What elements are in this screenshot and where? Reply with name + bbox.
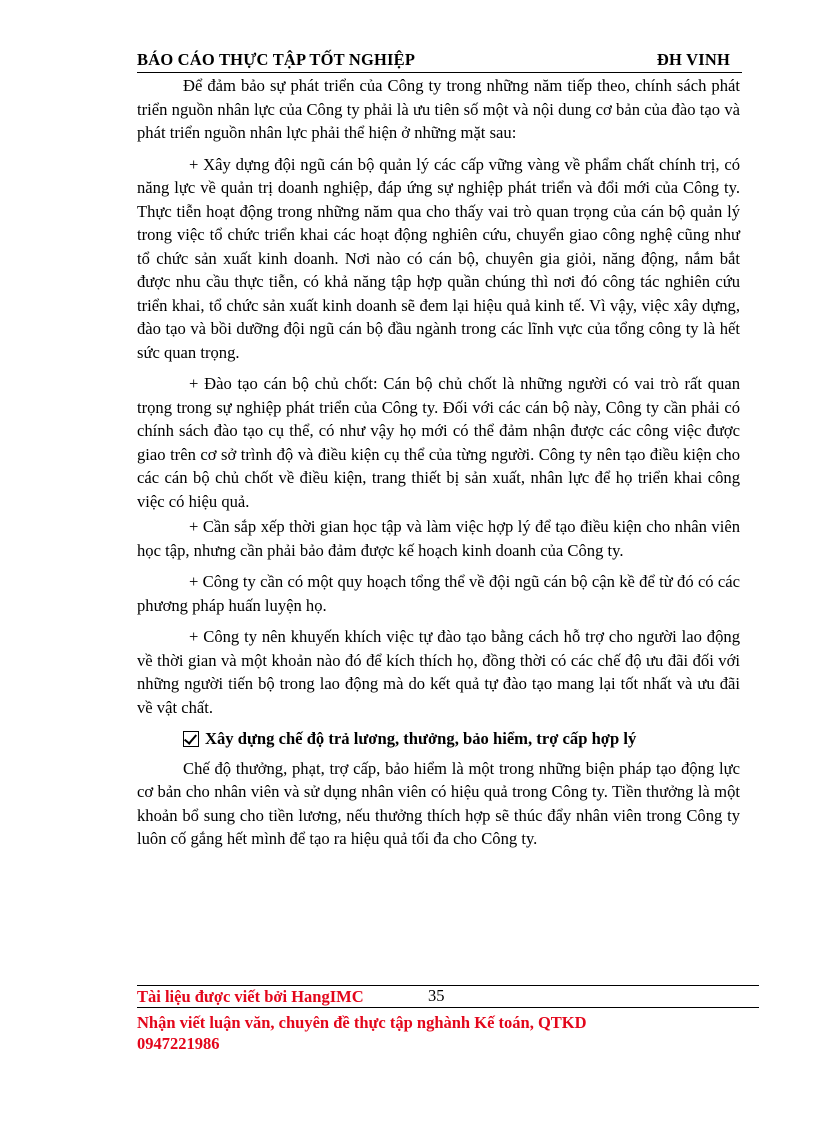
list-item-planning: + Công ty cần có một quy hoạch tổng thể về đội ngũ cán bộ cận kề để từ đó có các phương pháp huấn luyện họ. — [137, 572, 740, 615]
section-paragraph: Chế độ thưởng, phạt, trợ cấp, bảo hiểm là một trong những biện pháp tạo động lực cơ bản cho nhân viên và sử dụng nhân viên có hiệu quả trong Công ty. Tiền thưởng là một khoản bổ sung cho tiền lương, nếu thưởng thích hợp sẽ thúc đẩy nhân viên trong Công ty luôn cố gắng hết mình để tạo ra hiệu quả tối đa cho Công ty. — [137, 758, 740, 848]
footer-advertisement — [137, 1012, 587, 1054]
page-header — [137, 50, 742, 72]
section-heading — [137, 727, 740, 751]
list-item-self-training: + Công ty nên khuyến khích việc tự đào tạo bằng cách hỗ trợ cho người lao động về thời gian và một khoản nào đó để kích thích họ, đồng thời có các chế độ ưu đãi đối với những người tiến bộ trong lao động mà do kết quả tự đào tạo mang lại tốt nhất và ưu đãi về vật chất. — [137, 627, 740, 717]
list-item-management-staff: + Xây dựng đội ngũ cán bộ quản lý các cấp vững vàng về phẩm chất chính trị, có năng lực về quản trị doanh nghiệp, đáp ứng sự nghiệp phát triển và đổi mới của Công ty. Thực tiễn hoạt động trong những năm qua cho thấy vai trò quan trọng của cán bộ quản lý trong việc tổ chức triển khai các hoạt động nghiên cứu, chuyển giao công nghệ cũng như tổ chức sản xuất kinh doanh. Nơi nào có cán bộ, chuyên gia giỏi, năng động, nắm bắt được nhu cầu thực tiễn, có khả năng tập hợp quần chúng thì nơi đó công tác nghiên cứu triển khai, tổ chức sản xuất kinh doanh sẽ đem lại hiệu quả kinh tế. Vì vậy, việc xây dựng, đào tạo và bồi dưỡng đội ngũ cán bộ đầu ngành trong các lĩnh vực của tổng công ty là hết sức quan trọng. — [137, 154, 740, 362]
page-number: 35 — [428, 986, 445, 1005]
footer-ad-line: Nhận viết luận văn, chuyên đề thực tập nghành Kế toán, QTKD — [137, 1013, 587, 1032]
header-divider — [137, 72, 742, 73]
document-body — [137, 74, 740, 851]
footer-divider-bottom — [137, 1007, 759, 1008]
section-heading-text: Xây dựng chế độ trả lương, thưởng, bảo hiểm, trợ cấp hợp lý — [205, 729, 637, 748]
checkbox-checked-icon — [183, 731, 199, 747]
footer-phone: 0947221986 — [137, 1034, 220, 1053]
report-title: BÁO CÁO THỰC TẬP TỐT NGHIỆP — [137, 50, 416, 69]
footer-credit: Tài liệu được viết bởi HangIMC — [137, 987, 364, 1006]
footer-divider-top — [137, 985, 759, 986]
list-item-schedule: + Cần sắp xếp thời gian học tập và làm việc hợp lý để tạo điều kiện cho nhân viên học tập, nhưng cần phải bảo đảm được kế hoạch kinh doanh của Công ty. — [137, 517, 740, 560]
intro-paragraph: Để đảm bảo sự phát triển của Công ty trong những năm tiếp theo, chính sách phát triển nguồn nhân lực của Công ty phải là ưu tiên số một và nội dung cơ bản của đào tạo và phát triển nguồn nhân lực phải thể hiện ở những mặt sau: — [137, 76, 740, 142]
university-name: ĐH VINH — [656, 50, 730, 69]
list-item-key-staff: + Đào tạo cán bộ chủ chốt: Cán bộ chủ chốt là những người có vai trò rất quan trọng trong sự nghiệp phát triển của Công ty. Đối với các cán bộ này, Công ty cần phải có chính sách đào tạo cụ thể, có như vậy họ mới có thể đảm nhận được các công việc được giao trên cơ sở trình độ và điều kiện cụ thể của từng người. Công ty nên tạo điều kiện cho các cán bộ chủ chốt về điều kiện, trang thiết bị sản xuất, nhân lực để họ triển khai công việc có hiệu quả. — [137, 374, 740, 511]
